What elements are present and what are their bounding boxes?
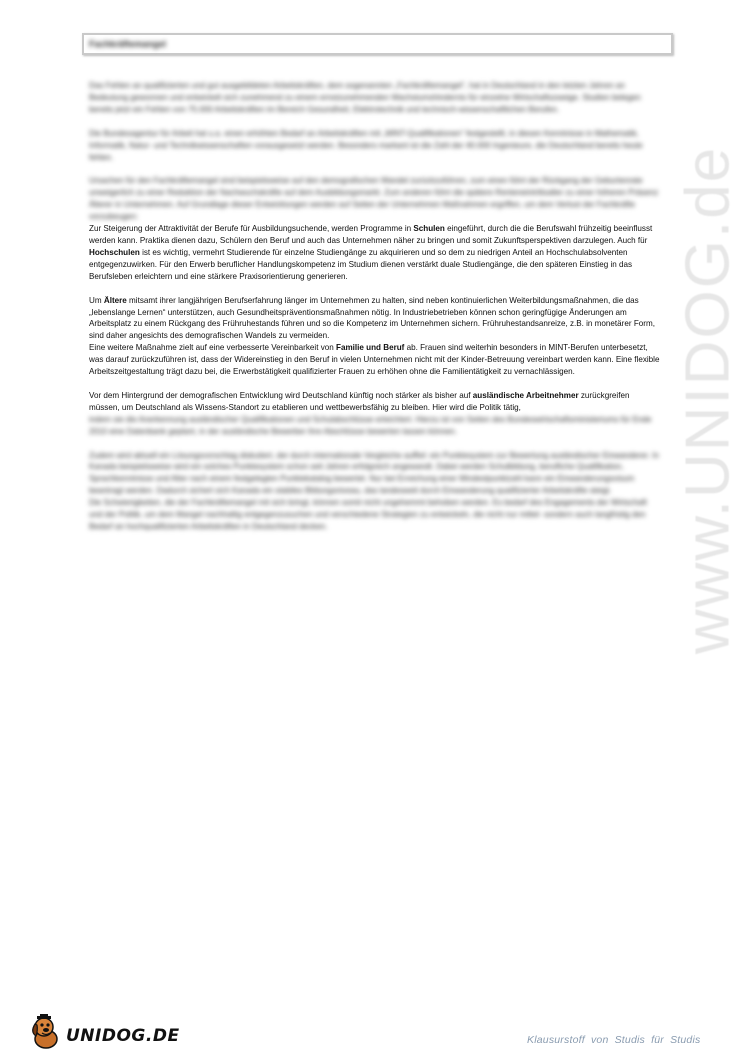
paragraph-text: zurückgreifen müssen, um Deutschland als Wissens-Standort zu etablieren und wettbewerbsfähig zu bleiben. Hier wird die Politik tätig, [89, 390, 630, 412]
paragraph-text: Eine weitere Maßnahme zielt auf eine verbesserte Vereinbarkeit von [89, 343, 336, 353]
blurred-paragraph-1: Das Fehlen an qualifizierten und gut ausgebildeten Arbeitskräften, dem sogenannten „Fachkräftemangel“, hat in Deutschland in den letzten Jahren an Bedeutung gewonnen und entwickelt sich zunehmend zu einem ernstzunehmenden Wachstumshindernis für einzelne Wirtschaftszweige. Studien belegen bereits jetzt ein Fehlen von 75.000 Arbeitskräften im Bereich Gesundheit, Elektrotechnik und technisch-wissenschaftlichen Berufen. [89, 81, 641, 114]
keyword-auslaendische-arbeitnehmer: ausländische Arbeitnehmer [472, 390, 579, 400]
paragraph-text: eingeführt, durch die die Berufswahl frühzeitig beeinflusst werden kann. Praktika dienen dazu, Schülern den Beruf und auch das Unternehmen näher zu bringen und somit Zukunftsperspektiven darzulegen. Auch für [89, 224, 653, 245]
keyword-hochschulen: Hochschulen [89, 247, 140, 257]
document-body [89, 80, 661, 545]
unidog-logo[interactable] [26, 1012, 180, 1052]
keyword-aeltere: Ältere [103, 295, 127, 305]
paragraph-text: ist es wichtig, vermehrt Studierende für einzelne Studiengänge zu akquirieren und so dem zu niedrigen Anteil an Hochschulabsolventen entgegenzuwirken. Für den Erwerb beruflicher Handlungskompetenz im Studium dienen verstärkt duale Studiengänge, die den späteren Einstieg in das Berufsleben erleichtern und eine stärkere Praxisorientierung generieren. [89, 247, 633, 281]
paragraph-text: Zur Steigerung der Attraktivität der Berufe für Ausbildungsuchende, werden Programme in [89, 224, 414, 234]
paragraph-schools [89, 223, 661, 283]
paragraph-text: Um [89, 295, 104, 305]
blurred-paragraph-4: indem sie die Anerkennung ausländischer Qualifikationen und Schulabschlüsse erleichtert. Hierzu ist von Seiten des Bundeswirtschaftsministeriums für Ende 2010 eine Datenbank geplant, in der ausländische Bewerber ihre Abschlüsse bewerten lassen können. [89, 414, 652, 436]
blurred-paragraph-3: Ursachen für den Fachkräftemangel sind beispielsweise auf den demografischen Wandel zurückzuführen, zum einen führt der Rückgang der Geburtenrate unweigerlich zu einer Reduktion der Nachwuchskräfte auf dem Ausbildungsmarkt. Zum anderen führt die spätere Renteneintrittsalter zu einer höheren Präsenz Älterer in Unternehmen. Auf Grundlage dieser Entwicklungen werden auf Seiten der Unternehmen Maßnahmen ergriffen, um dem Verlust der Fachkräfte vorzubeugen: [89, 176, 659, 222]
paragraph-text: mitsamt ihrer langjährigen Berufserfahrung länger im Unternehmen zu halten, sind neben kontinuierlichen Weiterbildungsmaßnahmen, die das „lebenslange Lernen“ unterstützen, auch Gesundheitspräventionsmaßnahmen nötig. In Industriebetrieben können schon geringfügige Änderungen am Arbeitsplatz zu einem Rückgang des Frühruhestands führen und so die Kompetenz im Unternehmen sichern. Frühruhestandsanreize, z.B. in monetärer Form, sind daher angesichts des demografischen Wandels zu vermeiden. [89, 295, 655, 341]
blurred-paragraph-6: Die Schwierigkeiten, die der Fachkräftemangel mit sich bringt, können somit nicht ungehemmt behoben werden. Es bedarf des Engagements der Wirtschaft und der Politik, um dem Mangel nachhaltig entgegenzusuchen und verschiedene Strategien zu entwickeln, die nicht nur mittel- sondern auch langfristig den Bedarf an hochqualifizierten Arbeitskräften in Deutschland decken. [89, 498, 647, 531]
document-title-box [82, 33, 673, 55]
keyword-schulen: Schulen [413, 224, 445, 234]
dog-mascot-icon [26, 1012, 66, 1052]
blurred-paragraph-5: Zudem wird aktuell ein Lösungsvorschlag diskutiert, der durch internationale Vergleiche auffiel: ein Punktesystem zur Bewertung ausländischer Einwanderer. In Kanada beispielsweise wird ein solches Punktesystem schon seit Jahren erfolgreich angewandt. Dabei werden Schulbildung, berufliche Qualifikation, Sprachkenntnisse und Alter nach einem festgelegten Punktekatalog bewertet. Nur bei Erreichung einer Mindestpunktzahl kann ein Einwanderungsvisum beantragt werden. Dadurch sichert sich Kanada ein stabiles Bildungsniveau, das landesweit durch Einwanderung qualifizierter Arbeitskräfte steigt. [89, 450, 659, 496]
watermark-text: www.UNIDOG.de [673, 145, 743, 655]
blurred-paragraph-2: Die Bundesagentur für Arbeit hat u.a. einen erhöhten Bedarf an Arbeitskräften mit „MINT-Qualifikationen“ festgestellt, in diesen Kenntnisse in Mathematik, Informatik, Natur- und Technikwissenschaften vorausgesetzt werden. Besonders markant ist die Zahl der 40.000 Ingenieure, die Deutschland bereits heute fehlen. [89, 128, 643, 162]
paragraph-elderly [89, 295, 661, 343]
footer-tagline: Klausurstoff von Studis für Studis [527, 1034, 701, 1046]
keyword-familie-beruf: Familie und Beruf [336, 343, 405, 353]
document-title: Fachkräftemangel [89, 39, 167, 49]
paragraph-family [89, 342, 661, 378]
paragraph-foreign-workers [89, 390, 661, 414]
paragraph-text: ab. Frauen sind weiterhin besonders in MINT-Berufen unterbesetzt, was darauf zurückzuführen ist, dass der Widereinstieg in den Beruf in vielen Unternehmen nicht mit der Kinder-Betreuung vereinbart werden kann. Eine flexible Arbeitszeitgestaltung trägt dazu bei, die Erwerbstätigkeit qualifizierter Frauen zu erhöhen ohne die Familientätigkeit zu vernachlässigen. [89, 343, 660, 377]
paragraph-text: Vor dem Hintergrund der demografischen Entwicklung wird Deutschland künftig noch stärker als bisher auf [89, 390, 473, 400]
logo-text: UNIDOG.DE [66, 1026, 180, 1046]
